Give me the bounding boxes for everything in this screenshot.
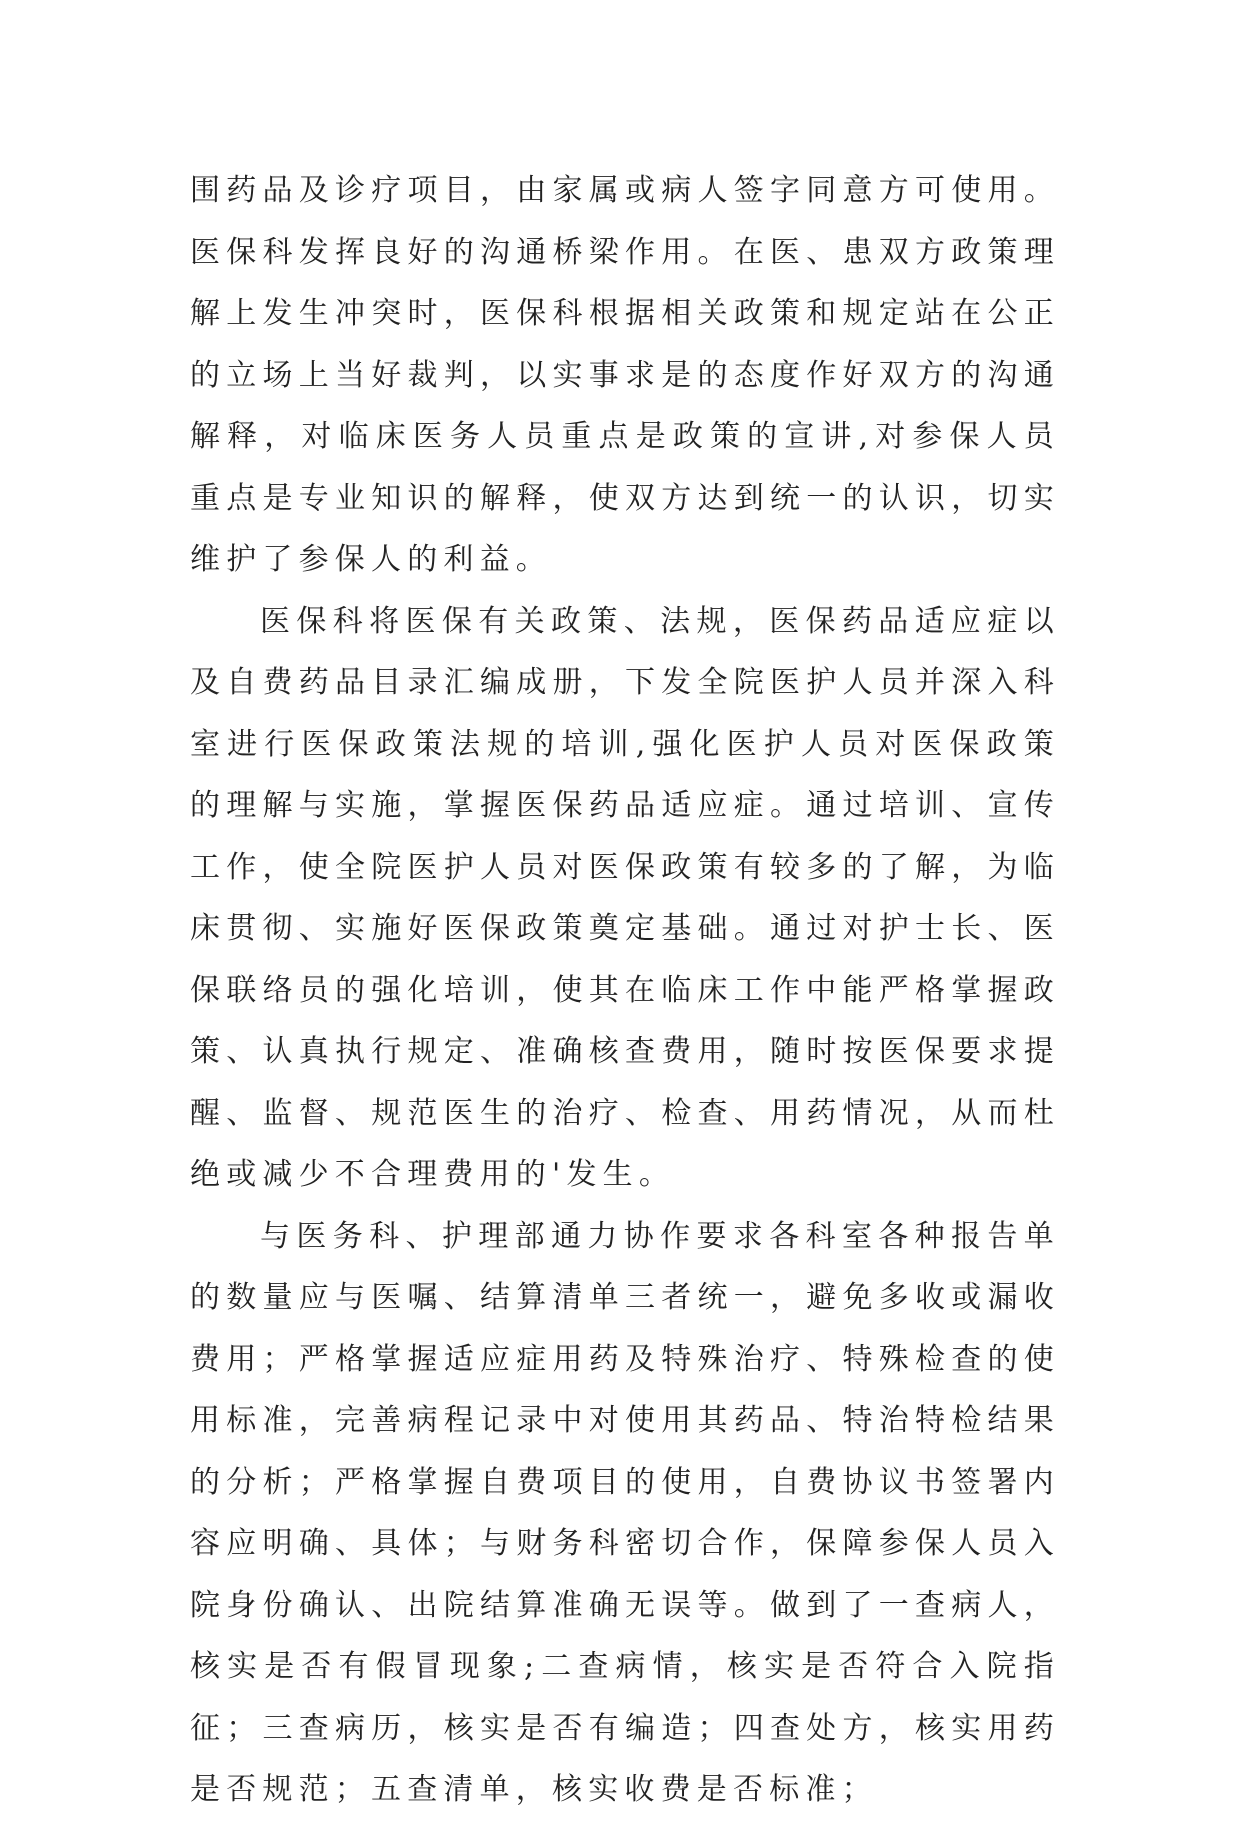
paragraph-3: 与医务科、护理部通力协作要求各科室各种报告单的数量应与医嘱、结算清单三者统一，避免多收或漏收费用；严格掌握适应症用药及特殊治疗、特殊检查的使用标准，完善病程记录中对使用其药品、特治特检结果的分析；严格掌握自费项目的使用，自费协议书签署内容应明确、具体；与财务科密切合作，保障参保人员入院身份确认、出院结算准确无误等。做到了一查病人，核实是否有假冒现象;二查病情，核实是否符合入院指征；三查病历，核实是否有编造；四查处方，核实用药是否规范；五查清单，核实收费是否标准； xyxy=(190,1218,1060,1807)
document-body xyxy=(190,160,1060,1821)
paragraph-2: 医保科将医保有关政策、法规，医保药品适应症以及自费药品目录汇编成册，下发全院医护人员并深入科室进行医保政策法规的培训,强化医护人员对医保政策的理解与实施，掌握医保药品适应症。通过培训、宣传工作，使全院医护人员对医保政策有较多的了解，为临床贯彻、实施好医保政策奠定基础。通过对护士长、医保联络员的强化培训，使其在临床工作中能严格掌握政策、认真执行规定、准确核查费用，随时按医保要求提醒、监督、规范医生的治疗、检查、用药情况，从而杜绝或减少不合理费用的'发生。 xyxy=(190,603,1060,1192)
paragraph-1: 围药品及诊疗项目，由家属或病人签字同意方可使用。医保科发挥良好的沟通桥梁作用。在医、患双方政策理解上发生冲突时，医保科根据相关政策和规定站在公正的立场上当好裁判，以实事求是的态度作好双方的沟通解释，对临床医务人员重点是政策的宣讲,对参保人员重点是专业知识的解释，使双方达到统一的认识，切实维护了参保人的利益。 xyxy=(190,173,1060,577)
